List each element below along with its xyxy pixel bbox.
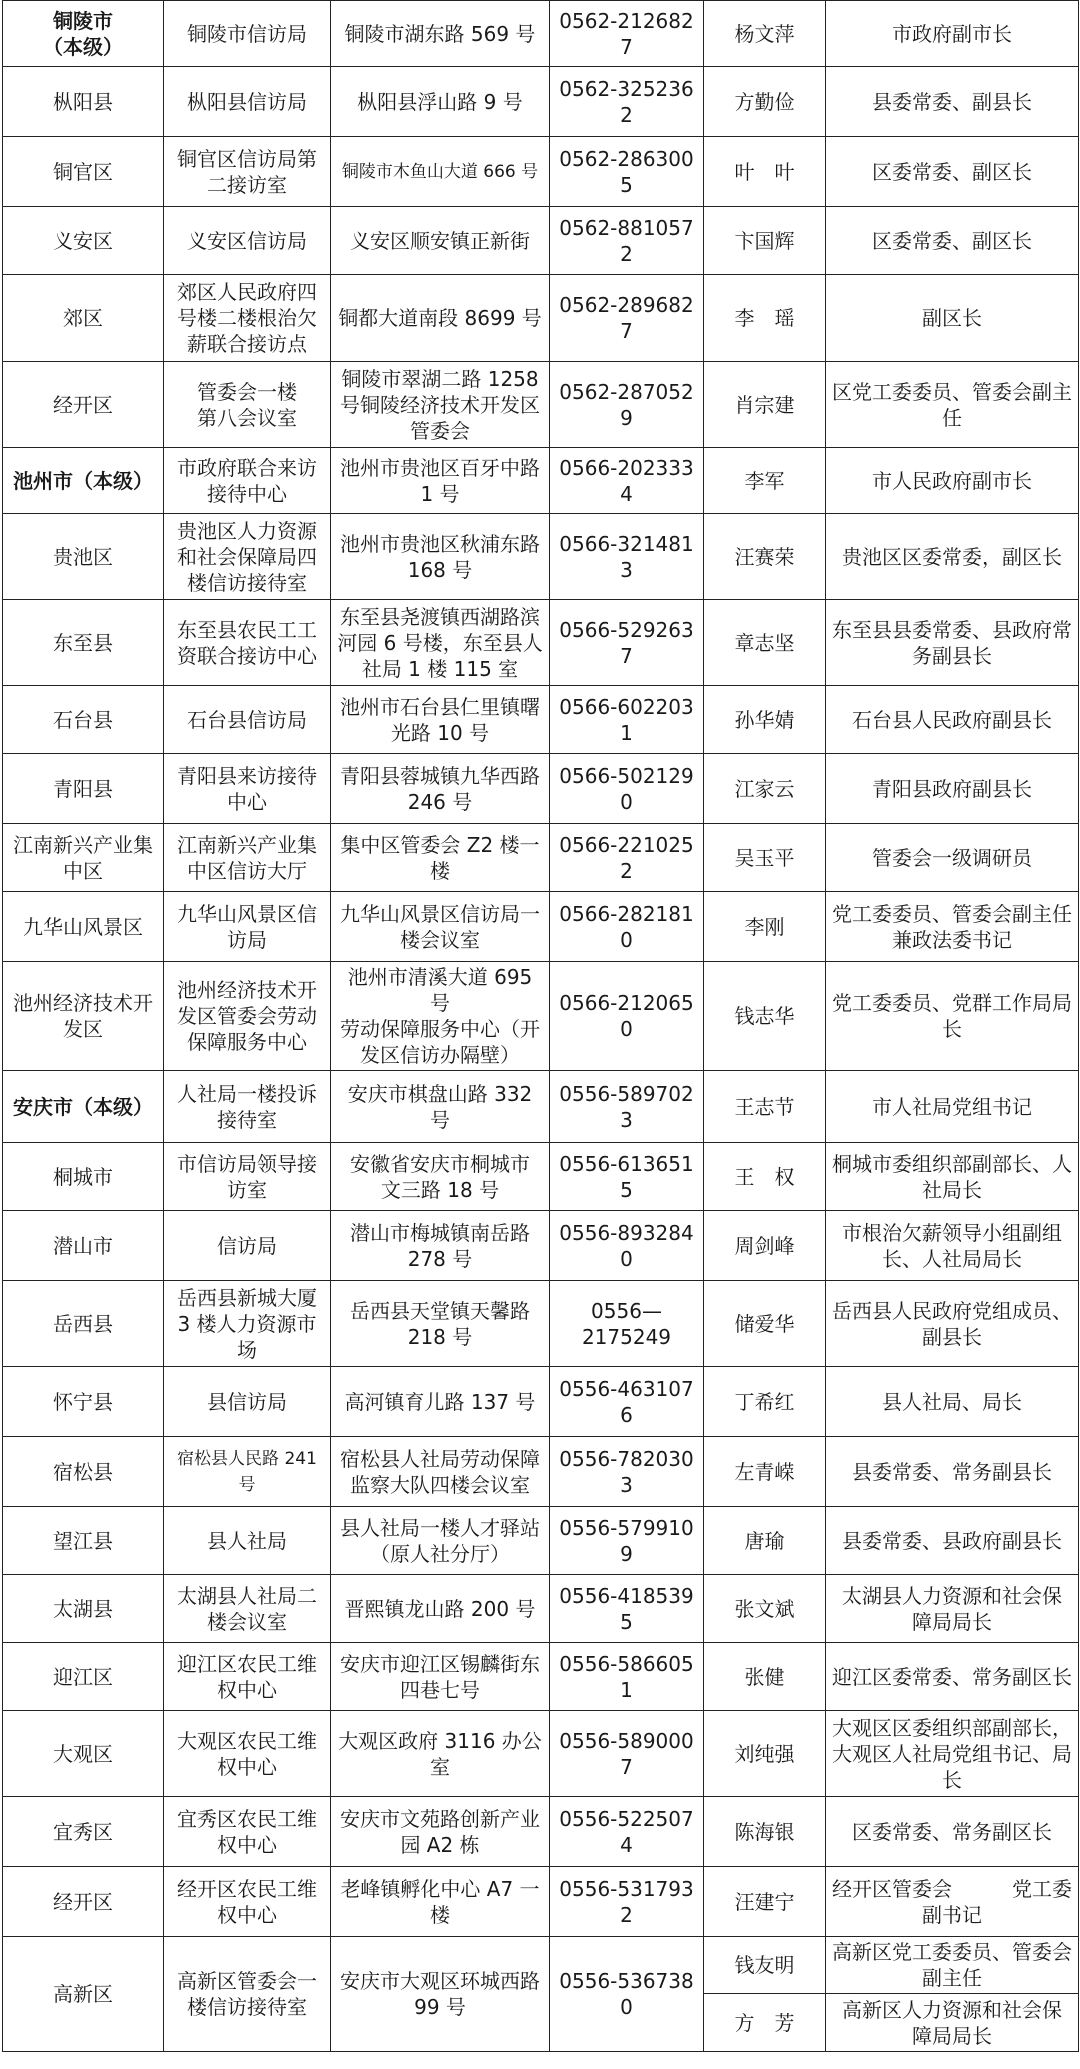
table-cell: 贵池区区委常委，副区长: [826, 514, 1079, 600]
table-cell: 大观区农民工维 权中心: [164, 1711, 331, 1797]
table-cell: 0556-522507 4: [550, 1797, 704, 1867]
table-cell: 迎江区农民工维 权中心: [164, 1643, 331, 1711]
table-cell: 江南新兴产业集 中区信访大厅: [164, 824, 331, 892]
table-cell: 大观区: [3, 1711, 164, 1797]
table-cell: 汪建宁: [704, 1867, 826, 1937]
table-cell: 高新区: [3, 1937, 164, 2052]
table-cell: 0566-202333 4: [550, 448, 704, 514]
table-cell: 钱志华: [704, 962, 826, 1071]
table-cell: 池州市贵池区秋浦东路 168 号: [331, 514, 550, 600]
table-cell: 枞阳县浮山路 9 号: [331, 67, 550, 137]
table-cell: 0562-286300 5: [550, 137, 704, 207]
table-cell: 迎江区: [3, 1643, 164, 1711]
table-cell: 池州经济技术开 发区管委会劳动 保障服务中心: [164, 962, 331, 1071]
table-cell: 吴玉平: [704, 824, 826, 892]
table-cell: 迎江区委常委、常务副区长: [826, 1643, 1079, 1711]
table-cell: 0556-6136515: [550, 1143, 704, 1211]
table-cell: 岳西县: [3, 1281, 164, 1367]
table-cell: 党工委委员、管委会副主任 兼政法委书记: [826, 892, 1079, 962]
table-cell: 0562-8810572: [550, 207, 704, 275]
table-row: [3, 824, 1079, 892]
table-cell: 铜陵市翠湖二路 1258 号铜陵经济技术开发区 管委会: [331, 362, 550, 448]
table-cell: 安庆市迎江区锡麟街东 四巷七号: [331, 1643, 550, 1711]
table-cell: 0566-2210252: [550, 824, 704, 892]
table-cell: 管委会一楼 第八会议室: [164, 362, 331, 448]
table-cell: 大观区区委组织部副部长， 大观区人社局党组书记、局 长: [826, 1711, 1079, 1797]
table-row: [3, 1211, 1079, 1281]
table-row: [3, 892, 1079, 962]
table-cell: 青阳县政府副县长: [826, 754, 1079, 824]
table-row: [3, 448, 1079, 514]
table-cell: 0566-5021290: [550, 754, 704, 824]
table-row: [3, 1867, 1079, 1937]
table-cell: 张文斌: [704, 1575, 826, 1643]
table-cell: 周剑峰: [704, 1211, 826, 1281]
table-cell: 池州市石台县仁里镇曙 光路 10 号: [331, 686, 550, 754]
table-cell: 唐瑜: [704, 1507, 826, 1575]
table-cell: 江家云: [704, 754, 826, 824]
table-row: [3, 1507, 1079, 1575]
table-cell: 县委常委、县政府副县长: [826, 1507, 1079, 1575]
table-row: [3, 686, 1079, 754]
table-cell: 经开区: [3, 362, 164, 448]
table-cell: 经开区管委会 党工委 副书记: [826, 1867, 1079, 1937]
table-cell: 0556-5317932: [550, 1867, 704, 1937]
table-cell: 0556-782030 3: [550, 1437, 704, 1507]
table-cell: 东至县: [3, 600, 164, 686]
table-cell: 东至县农民工工 资联合接访中心: [164, 600, 331, 686]
table-cell: 人社局一楼投诉 接待室: [164, 1071, 331, 1143]
table-cell: 方勤俭: [704, 67, 826, 137]
table-cell: 县人社局一楼人才驿站 （原人社分厅）: [331, 1507, 550, 1575]
table-cell: 池州经济技术开 发区: [3, 962, 164, 1071]
table-cell: 贵池区人力资源 和社会保障局四 楼信访接待室: [164, 514, 331, 600]
table-cell: 岳西县人民政府党组成员、 副县长: [826, 1281, 1079, 1367]
table-cell: 石台县: [3, 686, 164, 754]
table-cell: 信访局: [164, 1211, 331, 1281]
table-cell: 铜都大道南段 8699 号: [331, 275, 550, 362]
table-cell: 东至县县委常委、县政府常 务副县长: [826, 600, 1079, 686]
table-cell: 李军: [704, 448, 826, 514]
table-cell: 青阳县蓉城镇九华西路 246 号: [331, 754, 550, 824]
table-cell: 贵池区: [3, 514, 164, 600]
table-cell: 宜秀区: [3, 1797, 164, 1867]
table-cell: 县人社局: [164, 1507, 331, 1575]
table-cell: 集中区管委会 Z2 楼一 楼: [331, 824, 550, 892]
table-row: [3, 514, 1079, 600]
table-cell: 肖宗建: [704, 362, 826, 448]
table-cell: 岳西县天堂镇天馨路 218 号: [331, 1281, 550, 1367]
table-cell: 高河镇育儿路 137 号: [331, 1367, 550, 1437]
table-cell: 县人社局、局长: [826, 1367, 1079, 1437]
table-cell: 区委常委、副区长: [826, 207, 1079, 275]
table-row: [3, 962, 1079, 1071]
table-cell: 九华山风景区信 访局: [164, 892, 331, 962]
table-cell: 0556-4631076: [550, 1367, 704, 1437]
table-cell: 石台县人民政府副县长: [826, 686, 1079, 754]
table-cell: 安庆市棋盘山路 332 号: [331, 1071, 550, 1143]
table-cell: 市政府联合来访 接待中心: [164, 448, 331, 514]
table-cell: 郊区人民政府四 号楼二楼根治欠 薪联合接访点: [164, 275, 331, 362]
table-cell: 铜陵市湖东路 569 号: [331, 1, 550, 67]
table-row: [3, 1281, 1079, 1367]
table-cell: 0556-589702 3: [550, 1071, 704, 1143]
table-cell: 义安区信访局: [164, 207, 331, 275]
table-cell: 郊区: [3, 275, 164, 362]
table-cell: 0556— 2175249: [550, 1281, 704, 1367]
table-cell: 储爱华: [704, 1281, 826, 1367]
table-cell: 晋熙镇龙山路 200 号: [331, 1575, 550, 1643]
table-cell: 王 权: [704, 1143, 826, 1211]
table-cell: 副区长: [826, 275, 1079, 362]
table-cell: 章志坚: [704, 600, 826, 686]
table-cell: 宜秀区农民工维 权中心: [164, 1797, 331, 1867]
table-cell: 0566-529263 7: [550, 600, 704, 686]
table-row: [3, 207, 1079, 275]
table-cell: 太湖县人社局二 楼会议室: [164, 1575, 331, 1643]
table-cell: 0562-325236 2: [550, 67, 704, 137]
table-cell: 0556-5799109: [550, 1507, 704, 1575]
table-cell: 区党工委委员、管委会副主 任: [826, 362, 1079, 448]
table-cell: 0556-5866051: [550, 1643, 704, 1711]
table-cell: 陈海银: [704, 1797, 826, 1867]
table-cell: 县信访局: [164, 1367, 331, 1437]
table-cell: 安庆市（本级）: [3, 1071, 164, 1143]
table-cell: 孙华婧: [704, 686, 826, 754]
table-cell: 潜山市: [3, 1211, 164, 1281]
table-cell: 0556-536738 0: [550, 1937, 704, 2052]
table-cell: 县委常委、副县长: [826, 67, 1079, 137]
table-cell: 市根治欠薪领导小组副组 长、人社局局长: [826, 1211, 1079, 1281]
table-cell: 0556-893284 0: [550, 1211, 704, 1281]
table-cell: 党工委委员、党群工作局局 长: [826, 962, 1079, 1071]
table-row: [3, 362, 1079, 448]
table-cell: 经开区: [3, 1867, 164, 1937]
table-cell: 区委常委、副区长: [826, 137, 1079, 207]
table-cell: 0566-2120650: [550, 962, 704, 1071]
table-cell: 刘纯强: [704, 1711, 826, 1797]
table-row: [3, 1071, 1079, 1143]
table-row: [3, 1937, 1079, 1994]
table-cell: 区委常委、常务副区长: [826, 1797, 1079, 1867]
table-cell: 池州市（本级）: [3, 448, 164, 514]
table-cell: 高新区党工委委员、管委会 副主任: [826, 1937, 1079, 1994]
table-cell: 高新区管委会一 楼信访接待室: [164, 1937, 331, 2052]
table-cell: 宿松县人民路 241 号: [164, 1437, 331, 1507]
table-row: [3, 1437, 1079, 1507]
table-cell: 池州市清溪大道 695 号 劳动保障服务中心（开 发区信访办隔壁）: [331, 962, 550, 1071]
table-row: [3, 600, 1079, 686]
table-row: [3, 1, 1079, 67]
table-cell: 怀宁县: [3, 1367, 164, 1437]
table-cell: 0562-287052 9: [550, 362, 704, 448]
table-cell: 王志节: [704, 1071, 826, 1143]
table-cell: 张健: [704, 1643, 826, 1711]
table-row: [3, 137, 1079, 207]
table-cell: 青阳县来访接待 中心: [164, 754, 331, 824]
table-row: [3, 67, 1079, 137]
table-row: [3, 1367, 1079, 1437]
table-cell: 铜官区: [3, 137, 164, 207]
table-cell: 杨文萍: [704, 1, 826, 67]
table-cell: 0556-589000 7: [550, 1711, 704, 1797]
table-cell: 左青嵘: [704, 1437, 826, 1507]
table-cell: 0566-3214813: [550, 514, 704, 600]
table-cell: 李 瑶: [704, 275, 826, 362]
table-row: [3, 754, 1079, 824]
table-cell: 县委常委、常务副县长: [826, 1437, 1079, 1507]
table-cell: 枞阳县信访局: [164, 67, 331, 137]
table-cell: 丁希红: [704, 1367, 826, 1437]
table-cell: 0562-2126827: [550, 1, 704, 67]
table-row: [3, 1575, 1079, 1643]
table-cell: 铜陵市信访局: [164, 1, 331, 67]
table-cell: 安庆市大观区环城西路 99 号: [331, 1937, 550, 2052]
table-cell: 桐城市: [3, 1143, 164, 1211]
table-cell: 汪赛荣: [704, 514, 826, 600]
table-row: [3, 1143, 1079, 1211]
table-cell: 望江县: [3, 1507, 164, 1575]
table-cell: 市人社局党组书记: [826, 1071, 1079, 1143]
table-cell: 宿松县: [3, 1437, 164, 1507]
table-cell: 大观区政府 3116 办公 室: [331, 1711, 550, 1797]
table-cell: 市信访局领导接 访室: [164, 1143, 331, 1211]
table-cell: 0562-289682 7: [550, 275, 704, 362]
table-cell: 九华山风景区: [3, 892, 164, 962]
table-cell: 经开区农民工维 权中心: [164, 1867, 331, 1937]
table-cell: 石台县信访局: [164, 686, 331, 754]
table-cell: 潜山市梅城镇南岳路 278 号: [331, 1211, 550, 1281]
table-cell: 市政府副市长: [826, 1, 1079, 67]
table-cell: 卞国辉: [704, 207, 826, 275]
table-cell: 东至县尧渡镇西湖路滨 河园 6 号楼，东至县人 社局 1 楼 115 室: [331, 600, 550, 686]
table-cell: 枞阳县: [3, 67, 164, 137]
table-cell: 李刚: [704, 892, 826, 962]
table-cell: 岳西县新城大厦 3 楼人力资源市 场: [164, 1281, 331, 1367]
table-row: [3, 275, 1079, 362]
table-cell: 太湖县: [3, 1575, 164, 1643]
table-cell: 江南新兴产业集 中区: [3, 824, 164, 892]
table-row: [3, 1797, 1079, 1867]
table-cell: 安徽省安庆市桐城市 文三路 18 号: [331, 1143, 550, 1211]
table-cell: 桐城市委组织部副部长、人 社局长: [826, 1143, 1079, 1211]
table-cell: 铜陵市 （本级）: [3, 1, 164, 67]
table-cell: 义安区: [3, 207, 164, 275]
table-cell: 0566-6022031: [550, 686, 704, 754]
table-cell: 方 芳: [704, 1994, 826, 2052]
table-cell: 市人民政府副市长: [826, 448, 1079, 514]
table-cell: 钱友明: [704, 1937, 826, 1994]
table-cell: 青阳县: [3, 754, 164, 824]
table-cell: 铜陵市木鱼山大道 666 号: [331, 137, 550, 207]
table-cell: 老峰镇孵化中心 A7 一 楼: [331, 1867, 550, 1937]
table-cell: 管委会一级调研员: [826, 824, 1079, 892]
table-cell: 九华山风景区信访局一 楼会议室: [331, 892, 550, 962]
table-cell: 义安区顺安镇正新街: [331, 207, 550, 275]
contact-table: [2, 0, 1079, 2052]
table-cell: 高新区人力资源和社会保 障局局长: [826, 1994, 1079, 2052]
table-cell: 叶 叶: [704, 137, 826, 207]
table-cell: 安庆市文苑路创新产业 园 A2 栋: [331, 1797, 550, 1867]
table-row: [3, 1711, 1079, 1797]
table-cell: 铜官区信访局第 二接访室: [164, 137, 331, 207]
table-cell: 池州市贵池区百牙中路 1 号: [331, 448, 550, 514]
table-row: [3, 1643, 1079, 1711]
table-cell: 0566-2821810: [550, 892, 704, 962]
table-cell: 太湖县人力资源和社会保 障局局长: [826, 1575, 1079, 1643]
table-cell: 宿松县人社局劳动保障 监察大队四楼会议室: [331, 1437, 550, 1507]
table-cell: 0556-418539 5: [550, 1575, 704, 1643]
